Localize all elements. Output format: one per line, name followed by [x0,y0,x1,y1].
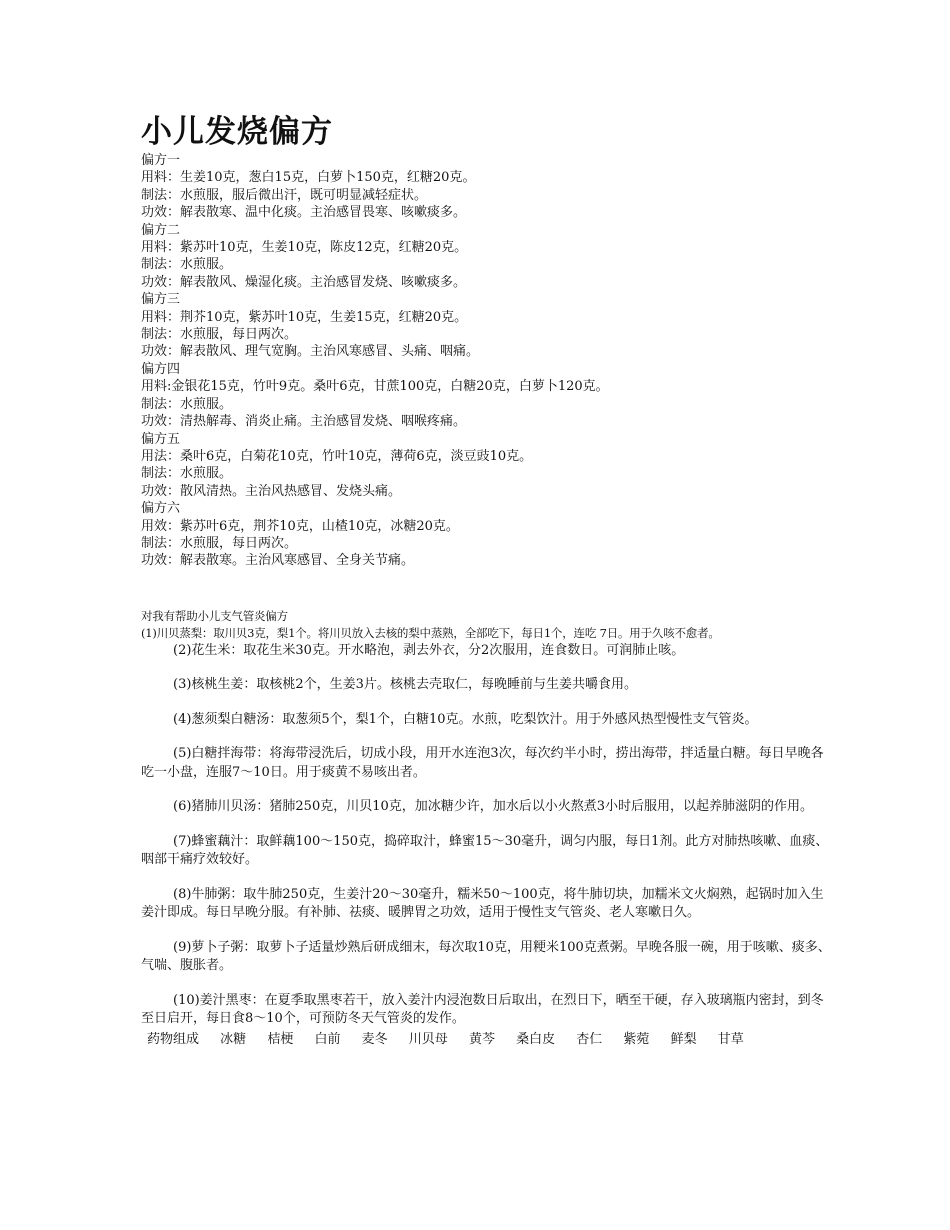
recipe-ingredients: 用料：荆芥10克，紫苏叶10克，生姜15克，红糖20克。 [141,309,468,325]
remedy-item: (7)蜂蜜藕汁：取鲜藕100～150克，捣碎取汁，蜂蜜15～30毫升，调匀内服，每日1剂。此方对肺热咳嗽、血痰、咽部干痛疗效较好。 [141,833,829,868]
page-title: 小儿发烧偏方 [141,114,333,150]
recipe-effect: 功效：解表散寒、温中化痰。主治感冒畏寒、咳嗽痰多。 [141,205,467,221]
recipe-5 [141,431,831,501]
herb-item: 冰糖 [220,1031,247,1047]
recipe-ingredients: 用效：紫苏叶6克，荆芥10克，山楂10克，冰糖20克。 [141,518,459,534]
recipe-method: 制法：水煎服，每日两次。 [141,327,298,343]
recipe-method: 制法：水煎服，服后微出汗，既可明显减轻症状。 [141,187,428,203]
remedy-item: (3)核桃生姜：取核桃2个，生姜3片。核桃去壳取仁，每晚睡前与生姜共嚼食用。 [173,677,637,693]
recipe-ingredients: 用料：紫苏叶10克，生姜10克，陈皮12克，红糖20克。 [141,240,468,256]
recipe-ingredients: 用料：生姜10克，葱白15克，白萝卜150克，红糖20克。 [141,170,476,186]
herb-item: 鲜梨 [670,1031,697,1047]
recipe-name: 偏方四 [141,361,181,377]
recipe-method: 制法：水煎服。 [141,396,233,412]
recipe-effect: 功效：解表散风、燥湿化痰。主治感冒发烧、咳嗽痰多。 [141,274,467,290]
herb-item: 桔梗 [267,1031,294,1047]
recipe-2 [141,222,831,292]
herb-item: 麦冬 [361,1031,388,1047]
recipe-name: 偏方二 [141,222,181,238]
recipe-effect: 功效：清热解毒、消炎止痛。主治感冒发烧、咽喉疼痛。 [141,414,467,430]
recipe-4 [141,361,831,431]
recipe-name: 偏方一 [141,153,181,168]
remedy-item: (6)猪肺川贝汤：猪肺250克，川贝10克，加冰糖少许，加水后以小火熬煮3小时后服用，以起养肺滋阴的作用。 [173,799,814,815]
herb-label: 药物组成 [147,1031,200,1047]
recipe-method: 制法：水煎服，每日两次。 [141,535,298,551]
remedy-item: (8)牛肺粥：取牛肺250克，生姜汁20～30毫升，糯米50～100克，将牛肺切块，加糯米文火焖熟，起锅时加入生姜汁即成。每日早晚分服。有补肺、祛痰、暖脾胃之功效，适用于慢性支气管炎、老人寒嗽日久。 [141,886,824,921]
recipe-ingredients: 用法：桑叶6克，白菊花10克，竹叶10克，薄荷6克，淡豆豉10克。 [141,448,533,464]
herb-item: 黄芩 [468,1031,495,1047]
remedy-item: (5)白糖拌海带：将海带浸洗后，切成小段，用开水连泡3次，每次约半小时，捞出海带，拌适量白糖。每日早晚各吃一小盘，连服7～10日。用于痰黄不易咳出者。 [141,746,824,780]
recipe-name: 偏方五 [141,431,181,447]
herb-item: 川贝母 [408,1031,448,1047]
remedy-item: (1)川贝蒸梨：取川贝3克，梨1个。将川贝放入去核的梨中蒸熟，全部吃下，每日1个，连吃 7日。用于久咳不愈者。 [141,625,720,640]
document-page [141,112,831,1049]
recipe-ingredients: 用料:金银花15克，竹叶9克。桑叶6克，甘蔗100克，白糖20克，白萝卜120克。 [141,379,609,395]
remedy-item: (10)姜汁黑枣：在夏季取黑枣若干，放入姜汁内浸泡数日后取出，在烈日下，晒至干硬，存入玻璃瓶内密封，到冬至日启开，每日食8～10个，可预防冬天气管炎的发作。 [141,992,824,1027]
recipe-name: 偏方六 [141,501,181,517]
recipe-1 [141,152,831,222]
recipe-3 [141,291,831,361]
section-gap [141,570,831,608]
recipe-effect: 功效：散风清热。主治风热感冒、发烧头痛。 [141,483,402,499]
recipe-name: 偏方三 [141,292,181,308]
recipe-method: 制法：水煎服。 [141,257,233,273]
recipe-effect: 功效：解表散风、理气宽胸。主治风寒感冒、头痛、咽痛。 [141,344,480,360]
fever-recipes [141,152,831,570]
herb-item: 紫菀 [623,1031,650,1047]
herb-list [141,1031,831,1049]
herb-item: 甘草 [717,1031,744,1047]
section-heading: 对我有帮助小儿支气管炎偏方 [141,608,288,623]
herb-item: 白前 [314,1031,341,1047]
herb-item: 杏仁 [576,1031,603,1047]
recipe-method: 制法：水煎服。 [141,466,233,482]
remedy-item: (4)葱须梨白糖汤：取葱须5个，梨1个，白糖10克。水煎，吃梨饮汁。用于外感风热型慢性支气管炎。 [173,711,758,727]
recipe-6 [141,500,831,570]
recipe-effect: 功效：解表散寒。主治风寒感冒、全身关节痛。 [141,553,415,569]
bronchitis-section [141,608,831,1049]
herb-item: 桑白皮 [516,1031,556,1047]
remedy-item: (2)花生米：取花生米30克。开水略泡，剥去外衣，分2次服用，连食数日。可润肺止咳。 [173,642,685,658]
remedy-item: (9)萝卜子粥：取萝卜子适量炒熟后研成细末，每次取10克，用粳米100克煮粥。早晚各服一碗，用于咳嗽、痰多、气喘、腹胀者。 [141,939,831,974]
